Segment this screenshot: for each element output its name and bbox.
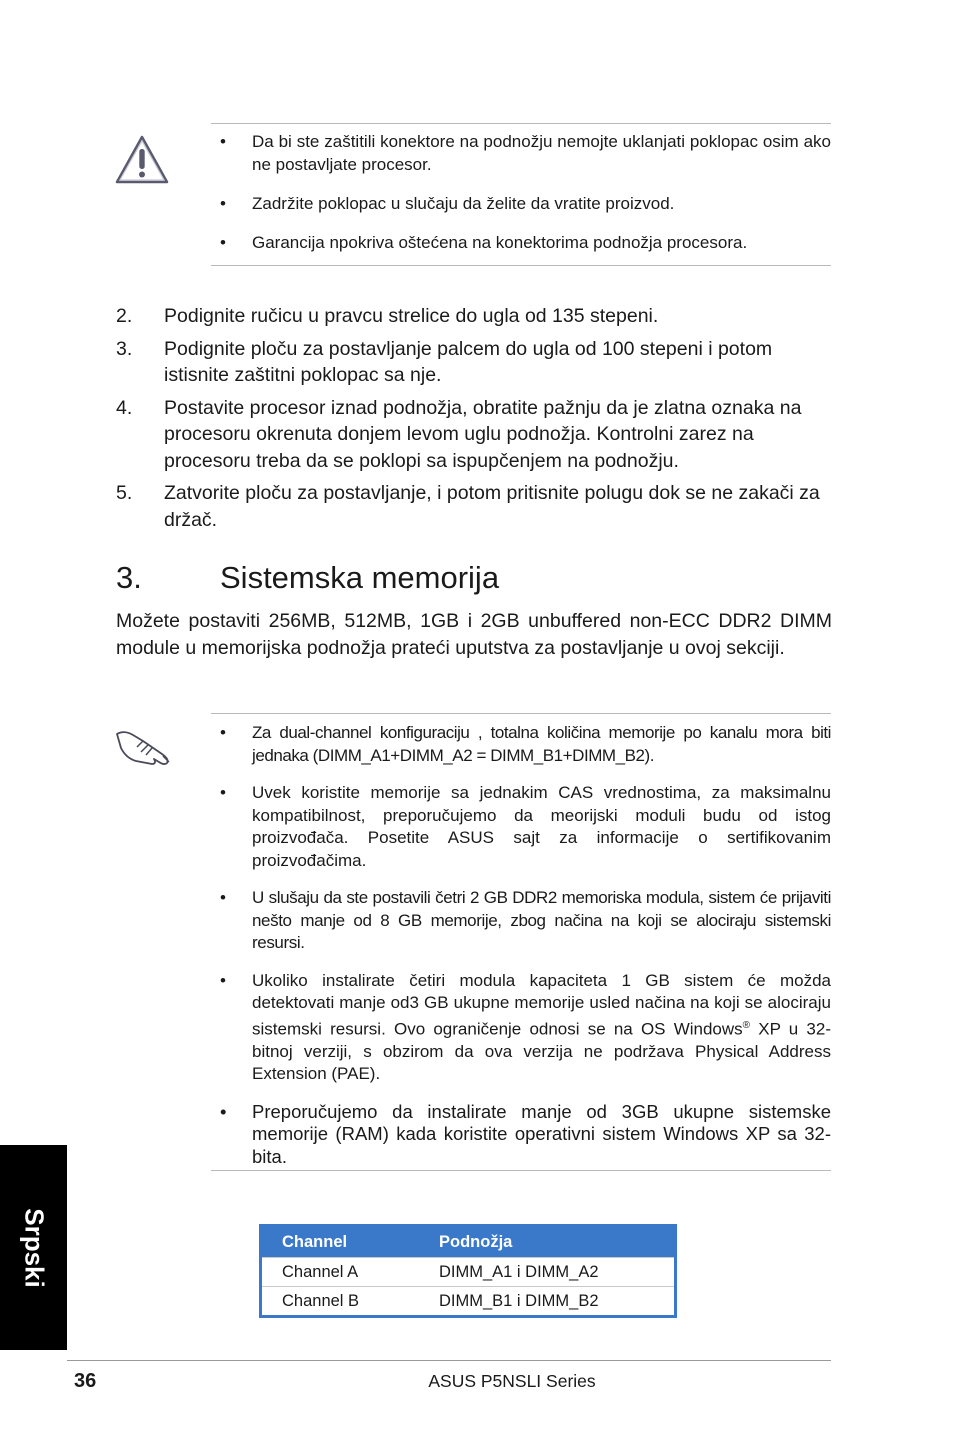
list-item: • Da bi ste zaštitili konektore na podnožju nemojte uklanjati poklopac osim ako ne postavljate procesor. — [218, 131, 831, 176]
language-side-tab: Srpski — [0, 1145, 67, 1350]
caution-notes — [218, 131, 831, 254]
list-item: • Ukoliko instalirate četiri modula kapaciteta 1 GB sistem će možda detektovati manje od3 GB ukupne memorije usled načina na koji se alociraju sistemski resursi. Ovo ograničenje odnosi se na OS Windows® XP u 32-bitnoj verziji, s obzirom da ova verzija ne podržava Physical Address Extension (PAE). — [218, 970, 831, 1086]
table-cell: Channel B — [261, 1287, 420, 1317]
list-item: 5. Zatvorite ploču za postavljanje, i potom pritisnite polugu dok se ne zakači za držač. — [116, 482, 820, 531]
table-header-row — [261, 1226, 676, 1258]
caution-bottom-rule — [211, 265, 831, 266]
installation-steps — [116, 303, 832, 539]
list-item: • Zadržite poklopac u slučaju da želite da vratite proizvod. — [218, 193, 831, 216]
note-top-rule — [211, 713, 831, 714]
memory-notes — [218, 722, 831, 1168]
channel-table — [259, 1224, 677, 1318]
table-row — [261, 1287, 676, 1317]
product-series: ASUS P5NSLI Series — [428, 1371, 596, 1391]
page-number: 36 — [74, 1370, 97, 1392]
table-cell: DIMM_A1 i DIMM_A2 — [419, 1258, 676, 1287]
table-row — [261, 1258, 676, 1287]
table-header-cell: Podnožja — [419, 1226, 676, 1258]
table-cell: Channel A — [261, 1258, 420, 1287]
section-heading: 3. Sistemska memorija — [116, 560, 500, 595]
list-item: • Garancija npokriva oštećena na konektorima podnožja procesora. — [218, 232, 831, 255]
list-item: 2. Podignite ručicu u pravcu strelice do ugla od 135 stepeni. — [116, 305, 659, 327]
list-item: • Za dual-channel konfiguraciju , totalna količina memorije po kanalu mora biti jednaka (DIMM_A1+DIMM_A2 = DIMM_B1+DIMM_B2). — [218, 722, 831, 767]
list-item: • Preporučujemo da instalirate manje od 3GB ukupne sistemske memorije (RAM) kada koristite operativni sistem Windows XP sa 32-bita. — [218, 1101, 831, 1169]
section-intro: Možete postaviti 256MB, 512MB, 1GB i 2GB unbuffered non-ECC DDR2 DIMM module u memorijska podnožja prateći uputstva za postavljanje u ovoj sekciji. — [116, 610, 832, 659]
caution-icon — [114, 134, 170, 186]
list-item: • Uvek koristite memorije sa jednakim CAS vrednostima, za maksimalnu kompatibilnost, preporučujemo da meorijski moduli budu od istog proizvođača. Posetite ASUS sajt za informacije o sertifikovanim proizvođačima. — [218, 782, 831, 872]
table-header-cell: Channel — [261, 1226, 420, 1258]
pointing-hand-icon — [114, 726, 174, 768]
footer-rule — [67, 1360, 831, 1361]
list-item: 3. Podignite ploču za postavljanje palcem do ugla od 100 stepeni i potom istisnite zaštitni poklopac sa nje. — [116, 337, 773, 386]
list-item: • U slušaju da ste postavili četri 2 GB DDR2 memoriska modula, sistem će prijaviti nešto manje od 8 GB memorije, zbog načina na koji se alociraju sistemski resursi. — [218, 887, 831, 955]
note-bottom-rule — [211, 1170, 831, 1171]
list-item: 4. Postavite procesor iznad podnožja, obratite pažnju da je zlatna oznaka na procesoru okrenuta donjem levom uglu podnožja. Kontrolni zarez na procesoru treba da se poklopi sa ispupčenjem na podnožju. — [116, 396, 802, 472]
table-cell: DIMM_B1 i DIMM_B2 — [419, 1287, 676, 1317]
caution-top-rule — [211, 123, 831, 124]
